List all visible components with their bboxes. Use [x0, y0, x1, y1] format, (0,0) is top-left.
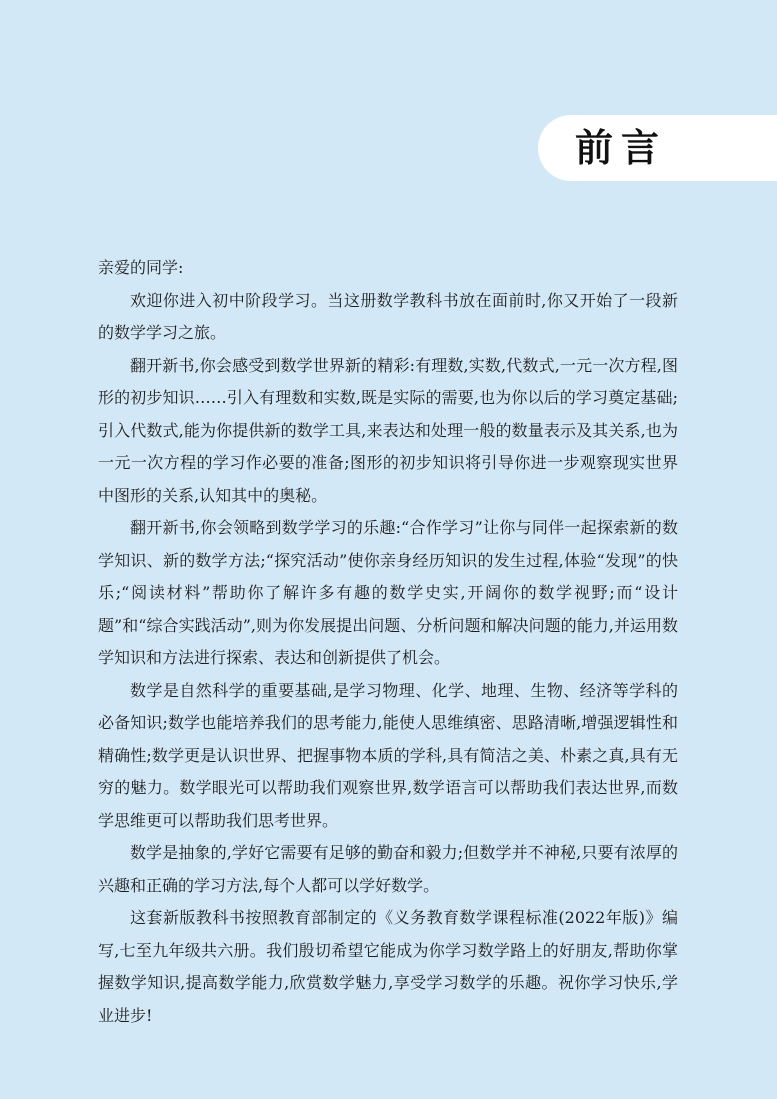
- paragraph-welcome: 欢迎你进入初中阶段学习。当这册数学教科书放在面前时,你又开始了一段新的数学学习之旅。: [98, 290, 678, 342]
- paragraph-learning-fun: 翻开新书,你会领略到数学学习的乐趣:“合作学习”让你与同伴一起探索新的数学知识、新的数学方法;“探究活动”使你亲身经历知识的发生过程,体验“发现”的快乐;“阅读材料”帮助你了解许多有趣的数学史实,开阔你的数学视野;而“设计题”和“综合实践活动”,则为你发展提出问题、分析问题和解决问题的能力,并运用数学知识和方法进行探索、表达和创新提供了机会。: [98, 518, 678, 667]
- paragraph-abstract: 数学是抽象的,学好它需要有足够的勤奋和毅力;但数学并不神秘,只要有浓厚的兴趣和正确的学习方法,每个人都可以学好数学。: [98, 843, 678, 895]
- paragraph-closing: 这套新版教科书按照教育部制定的《义务教育数学课程标准(2022年版)》编写,七至九年级共六册。我们殷切希望它能成为你学习数学路上的好朋友,帮助你掌握数学知识,提高数学能力,欣赏数学魅力,享受学习数学的乐趣。祝你学习快乐,学业进步!: [98, 908, 678, 1025]
- page-title: 前言: [575, 126, 668, 170]
- salutation: 亲爱的同学:: [98, 258, 184, 277]
- paragraph-importance: 数学是自然科学的重要基础,是学习物理、化学、地理、生物、经济等学科的必备知识;数学也能培养我们的思考能力,能使人思维缜密、思路清晰,增强逻辑性和精确性;数学更是认识世界、把握事物本质的学科,具有简洁之美、朴素之真,具有无穷的魅力。数学眼光可以帮助我们观察世界,数学语言可以帮助我们表达世界,而数学思维更可以帮助我们思考世界。: [98, 680, 678, 830]
- title-tab: [538, 115, 777, 181]
- paragraph-new-content: 翻开新书,你会感受到数学世界新的精彩:有理数,实数,代数式,一元一次方程,图形的初步知识……引入有理数和实数,既是实际的需要,也为你以后的学习奠定基础;引入代数式,能为你提供新的数学工具,来表达和处理一般的数量表示及其关系,也为一元一次方程的学习作必要的准备;图形的初步知识将引导你进一步观察现实世界中图形的关系,认知其中的奥秘。: [98, 355, 678, 505]
- letter-body: [98, 252, 678, 1032]
